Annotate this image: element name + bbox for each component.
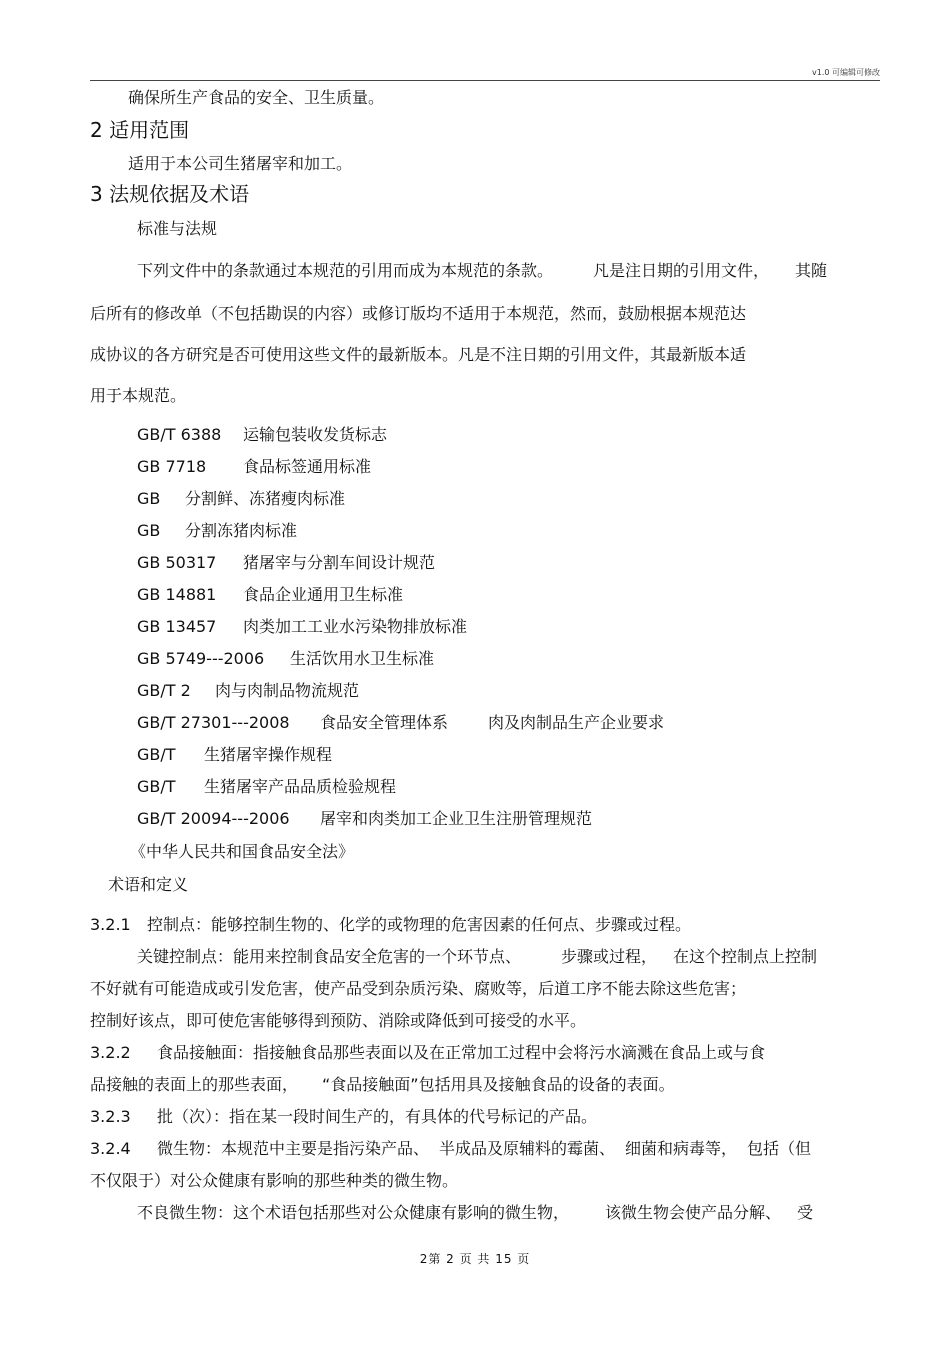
intro-line: 确保所生产食品的安全、卫生质量。 <box>128 88 385 107</box>
standard-item <box>137 777 396 797</box>
standard-name: 肉与肉制品物流规范 <box>215 681 360 700</box>
standard-code: GB/T 20094---2006 <box>137 809 290 828</box>
standard-name: 分割鲜、冻猪瘦肉标准 <box>185 489 346 508</box>
standard-code: GB/T 27301---2008 <box>137 713 290 732</box>
term-seg-d: 包括（但 <box>747 1139 812 1158</box>
standard-name: 生活饮用水卫生标准 <box>290 649 435 668</box>
header-rule <box>90 80 880 81</box>
term-seg-a: 微生物：本规范中主要是指污染产品、 <box>157 1139 430 1158</box>
term-seg-b: “食品接触面”包括用具及接触食品的设备的表面。 <box>322 1075 675 1094</box>
header-note: v1.0 可编辑可修改 <box>812 68 880 77</box>
standard-code: GB <box>137 489 161 508</box>
standard-code: GB/T <box>137 745 176 764</box>
food-safety-law: 《中华人民共和国食品安全法》 <box>130 842 355 861</box>
term-number: 3.2.4 <box>90 1139 131 1158</box>
standard-item <box>137 681 359 701</box>
standard-code: GB 13457 <box>137 617 217 636</box>
standard-code: GB/T 2 <box>137 681 191 700</box>
page-footer: 2第 2 页 共 15 页 <box>419 1252 531 1266</box>
standard-item <box>137 745 332 765</box>
term-3-2-2 <box>90 1043 765 1063</box>
standard-item <box>137 489 345 509</box>
ccp-line3: 控制好该点，即可使危害能够得到预防、消除或降低到可接受的水平。 <box>90 1011 587 1030</box>
standard-name: 屠宰和肉类加工企业卫生注册管理规范 <box>320 809 593 828</box>
standard-name: 分割冻猪肉标准 <box>185 521 298 540</box>
bad-seg-c: 受 <box>797 1203 814 1222</box>
standard-item <box>137 809 592 829</box>
section-2-text: 适用于本公司生猪屠宰和加工。 <box>128 154 353 173</box>
term-number: 3.2.1 <box>90 915 131 934</box>
standard-name: 食品标签通用标准 <box>243 457 372 476</box>
ccp-line2: 不好就有可能造成或引发危害，使产品受到杂质污染、腐败等，后道工序不能去除这些危害； <box>90 979 747 998</box>
ccp-line1 <box>137 947 817 967</box>
standard-code: GB/T 6388 <box>137 425 222 444</box>
standard-name: 猪屠宰与分割车间设计规范 <box>243 553 436 572</box>
ccp-seg-a: 关键控制点：能用来控制食品安全危害的一个环节点、 <box>137 947 522 966</box>
subheading-standards: 标准与法规 <box>137 219 218 238</box>
term-text: 批（次）：指在某一段时间生产的，有具体的代号标记的产品。 <box>157 1107 598 1126</box>
standard-code: GB 14881 <box>137 585 217 604</box>
standard-name: 肉类加工工业水污染物排放标准 <box>243 617 468 636</box>
term-text: 控制点：能够控制生物的、化学的或物理的危害因素的任何点、步骤或过程。 <box>147 915 692 934</box>
para1-line3: 成协议的各方研究是否可使用这些文件的最新版本。凡是不注日期的引用文件，其最新版本适 <box>90 345 747 364</box>
standard-code: GB <box>137 521 161 540</box>
standard-extra: 肉及肉制品生产企业要求 <box>488 713 665 732</box>
para1-seg-a: 下列文件中的条款通过本规范的引用而成为本规范的条款。 <box>137 261 554 280</box>
bad-seg-b: 该微生物会使产品分解、 <box>605 1203 782 1222</box>
term-number: 3.2.2 <box>90 1043 131 1062</box>
section-3-title: 3 法规依据及术语 <box>90 182 250 206</box>
term-number: 3.2.3 <box>90 1107 131 1126</box>
standard-name: 生猪屠宰产品品质检验规程 <box>204 777 397 796</box>
ccp-seg-c: 在这个控制点上控制 <box>673 947 818 966</box>
term-3-2-4-line2: 不仅限于）对公众健康有影响的那些种类的微生物。 <box>90 1171 459 1190</box>
standard-name: 食品安全管理体系 <box>320 713 449 732</box>
standard-item <box>137 617 467 637</box>
ccp-seg-b: 步骤或过程， <box>561 947 658 966</box>
standard-item <box>137 553 435 573</box>
standard-item <box>137 649 434 669</box>
standard-name: 生猪屠宰操作规程 <box>204 745 333 764</box>
standard-item <box>137 457 371 477</box>
standard-item <box>137 713 664 733</box>
subheading-terms: 术语和定义 <box>108 875 189 894</box>
standard-item <box>137 521 297 541</box>
term-3-2-4 <box>90 1139 811 1159</box>
standard-name: 运输包装收发货标志 <box>243 425 388 444</box>
bad-microbe-line <box>137 1203 813 1223</box>
term-3-2-1 <box>90 915 691 935</box>
standard-code: GB/T <box>137 777 176 796</box>
term-seg-a: 品接触的表面上的那些表面， <box>90 1075 299 1094</box>
standard-name: 食品企业通用卫生标准 <box>243 585 404 604</box>
standard-code: GB 50317 <box>137 553 217 572</box>
standard-code: GB 7718 <box>137 457 207 476</box>
para1-line1 <box>137 261 827 281</box>
bad-seg-a: 不良微生物：这个术语包括那些对公众健康有影响的微生物， <box>137 1203 570 1222</box>
term-seg-b: 半成品及原辅料的霉菌、 <box>439 1139 616 1158</box>
standard-code: GB 5749---2006 <box>137 649 265 668</box>
term-text: 食品接触面：指接触食品那些表面以及在正常加工过程中会将污水滴溅在食品上或与食 <box>157 1043 766 1062</box>
para1-line4: 用于本规范。 <box>90 386 187 405</box>
para1-seg-b: 凡是注日期的引用文件， <box>593 261 770 280</box>
para1-seg-c: 其随 <box>795 261 828 280</box>
term-3-2-3 <box>90 1107 597 1127</box>
standard-item <box>137 585 403 605</box>
para1-line2: 后所有的修改单（不包括勘误的内容）或修订版均不适用于本规范，然而，鼓励根据本规范达 <box>90 304 747 323</box>
term-seg-c: 细菌和病毒等， <box>625 1139 738 1158</box>
term-3-2-2-line2 <box>90 1075 675 1095</box>
section-2-title: 2 适用范围 <box>90 118 190 142</box>
standard-item <box>137 425 387 445</box>
